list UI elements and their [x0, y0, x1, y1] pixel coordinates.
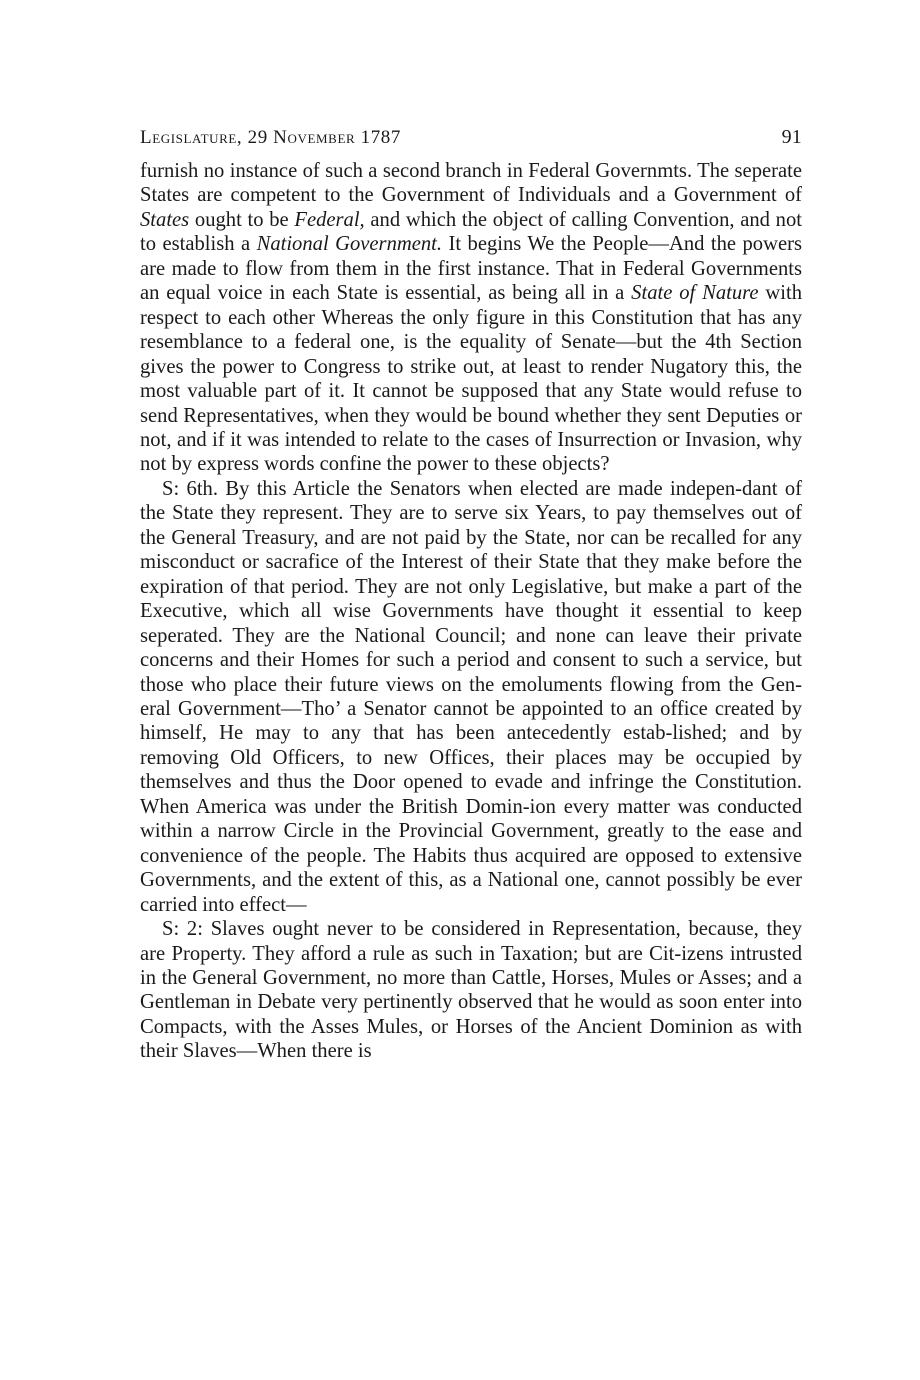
text-segment: It begins We the People—And the powers are made to flow from them in the first instance. That in Federal Governments an equal voice in each State is essential, as being all in a: [140, 233, 802, 305]
document-page: [140, 126, 802, 1064]
text-segment: S: 6th. By this Article the Senators when elected are made indepen-dant of the State they represent. They are to serve six Years, to pay themselves out of the General Treasury, and are not paid by the State, nor can be recalled for any misconduct or sacrafice of the Interest of their State that they make before the expiration of that period. They are not only Legislative, but make a part of the Executive, which all wise Governments have thought it essential to keep seperated. They are the National Council; and none can leave their private concerns and their Homes for such a period and consent to such a service, but those who place their future views on the emoluments flowing from the Gen-eral Government—Tho’ a Senator cannot be appointed to an office created by himself, He may to any that has been antecedently estab-lished; and by removing Old Officers, to new Offices, their places may be occupied by themselves and thus the Door opened to evade and infringe the Constitution. When America was under the British Domin-ion every matter was conducted within a narrow Circle in the Provincial Government, greatly to the ease and convenience of the people. The Habits thus acquired are opposed to extensive Governments, and the extent of this, as a National one, cannot possibly be ever carried into effect—: [140, 477, 802, 916]
text-segment: ought to be: [189, 208, 295, 231]
text-segment: S: 2: Slaves ought never to be considered in Representation, because, they are Property. They afford a rule as such in Taxation; but are Cit-izens intrusted in the General Government, no more than Cattle, Horses, Mules or Asses; and a Gentleman in Debate very pertinently observed that he would as soon enter into Compacts, with the Asses Mules, or Horses of the Ancient Dominion as with their Slaves—When there is: [140, 918, 802, 1063]
paragraph-2: [140, 477, 802, 917]
italic-segment: State of Nature: [631, 282, 759, 305]
text-segment: with respect to each other Whereas the only figure in this Constitution that has any resemblance to a federal one, is the equality of Senate—but the 4th Section gives the power to Congress to strike out, at least to render Nugatory this, the most valuable part of it. It cannot be supposed that any State would refuse to send Representatives, when they would be bound whether they sent Deputies or not, and if it was intended to relate to the cases of Insurrection or Invasion, why not by express words confine the power to these objects?: [140, 282, 803, 476]
running-head: [140, 126, 802, 149]
text-segment: and which the object of calling Convention, and not to establish a: [140, 208, 802, 256]
text-segment: furnish no instance of such a second branch in Federal Governmts. The seperate States are competent to the Government of Individuals and a Government of: [140, 160, 802, 207]
italic-segment: Federal,: [294, 208, 365, 231]
running-title: Legislature, 29 November 1787: [140, 127, 402, 148]
body-text: [140, 159, 802, 1064]
paragraph-1: [140, 159, 802, 477]
italic-segment: States: [140, 208, 190, 231]
italic-segment: National Government.: [256, 233, 443, 256]
page-number: 91: [781, 126, 802, 148]
paragraph-3: [140, 917, 802, 1064]
